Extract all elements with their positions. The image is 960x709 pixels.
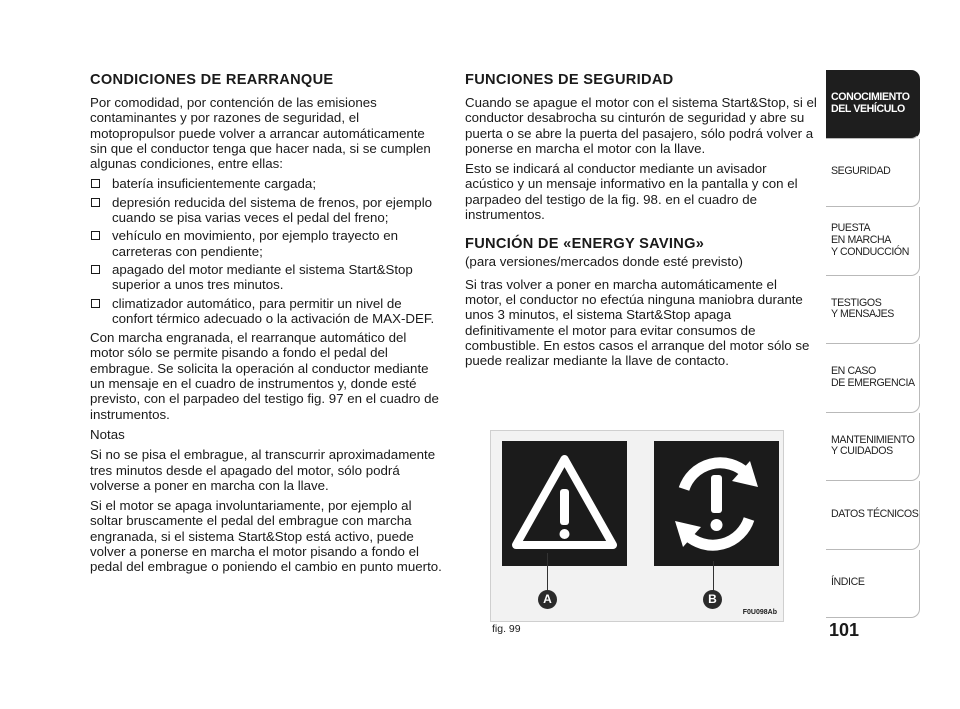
list-item: apagado del motor mediante el sistema Start&Stop superior a unos tres minutos. <box>90 262 442 293</box>
warning-panel-b <box>654 441 779 566</box>
note-2: Si el motor se apaga involuntariamente, por ejemplo al soltar bruscamente el pedal del embrague con marcha engranada, si el sistema Start&Stop está activo, puede volver a ponerse en marcha el motor pisando a fondo el pedal del embrague o poniendo el cambio en punto muerto. <box>90 498 442 575</box>
tab-emergencia[interactable]: EN CASO DE EMERGENCIA <box>826 344 920 413</box>
warning-triangle-icon <box>502 441 627 566</box>
checkbox-bullet-icon <box>91 231 100 240</box>
figure-code: F0U098Ab <box>742 609 777 616</box>
list-item: depresión reducida del sistema de frenos, por ejemplo cuando se pisa varias veces el pedal del freno; <box>90 195 442 226</box>
callout-line-a <box>547 553 548 591</box>
paragraph-clutch: Con marcha engranada, el rearranque automático del motor sólo se permite pisando a fondo el pedal del embrague. Se solicita la operación al conductor mediante un mensaje en el cuadro de instrumentos y, donde esté previsto, con el parpadeo del testigo fig. 97 en el cuadro de instrumentos. <box>90 330 439 422</box>
tab-testigos[interactable]: TESTIGOS Y MENSAJES <box>826 276 920 345</box>
right-column <box>465 72 817 373</box>
checkbox-bullet-icon <box>91 265 100 274</box>
paragraph-safety-1: Cuando se apague el motor con el sistema Start&Stop, si el conductor desabrocha su cinturón de seguridad y abre su puerta o se abre la puerta del pasajero, sólo podrá volver a ponerse en marcha el motor con la llave. <box>465 95 817 156</box>
callout-b: B <box>703 590 722 609</box>
warning-panel-a <box>502 441 627 566</box>
notes-label: Notas <box>90 426 125 442</box>
list-item: batería insuficientemente cargada; <box>90 176 442 191</box>
chapter-tabs <box>826 70 920 618</box>
note-1: Si no se pisa el embrague, al transcurrir aproximadamente tres minutos desde el apagado del motor, sólo podrá volverse a poner en marcha con la llave. <box>90 447 436 493</box>
section-title-seguridad: FUNCIONES DE SEGURIDAD <box>465 72 674 88</box>
tab-puesta-en-marcha[interactable]: PUESTA EN MARCHA Y CONDUCCIÓN <box>826 207 920 276</box>
callout-line-b <box>713 561 714 591</box>
paragraph-intro: Por comodidad, por contención de las emisiones contaminantes y por razones de seguridad, el motopropulsor puede volver a arrancar automáticamente sin que el conductor tenga que hacer nada, si se cumplen algunas condiciones, entre ellas: <box>90 95 431 172</box>
checkbox-bullet-icon <box>91 179 100 188</box>
paragraph-energy-saving: Si tras volver a poner en marcha automáticamente el motor, el conductor no efectúa ninguna maniobra durante unos 3 minutos, el sistema Start&Stop apaga definitivamente el motor para evitar consumos de combustible. En estos casos el arranque del motor sólo se puede realizar mediante la llave de contacto. <box>465 276 810 369</box>
figure-99 <box>490 430 784 622</box>
tab-indice[interactable]: ÍNDICE <box>826 550 920 619</box>
energy-saving-subtitle: (para versiones/mercados donde esté previsto) <box>465 254 743 270</box>
conditions-list <box>90 176 442 326</box>
list-item: vehículo en movimiento, por ejemplo trayecto en carreteras con pendiente; <box>90 228 442 259</box>
checkbox-bullet-icon <box>91 198 100 207</box>
figure-label: fig. 99 <box>492 623 521 635</box>
left-column <box>90 72 442 580</box>
checkbox-bullet-icon <box>91 299 100 308</box>
tab-seguridad[interactable]: SEGURIDAD <box>826 139 920 208</box>
page-number: 101 <box>829 620 860 640</box>
tab-datos-tecnicos[interactable]: DATOS TÉCNICOS <box>826 481 920 550</box>
paragraph-safety-2: Esto se indicará al conductor mediante un avisador acústico y un mensaje informativo en la pantalla y con el parpadeo del testigo de la fig. 98. en el cuadro de instrumentos. <box>465 161 798 223</box>
start-stop-warning-icon <box>654 441 779 566</box>
section-title-energy-saving: FUNCIÓN DE «ENERGY SAVING» <box>465 236 705 253</box>
list-item: climatizador automático, para permitir un nivel de confort térmico adecuado o la activación de MAX-DEF. <box>90 296 442 327</box>
section-title-rearranque: CONDICIONES DE REARRANQUE <box>90 72 334 88</box>
tab-conocimiento[interactable]: CONOCIMIENTO DEL VEHÍCULO <box>826 70 920 139</box>
tab-mantenimiento[interactable]: MANTENIMIENTO Y CUIDADOS <box>826 413 920 482</box>
callout-a: A <box>538 590 557 609</box>
